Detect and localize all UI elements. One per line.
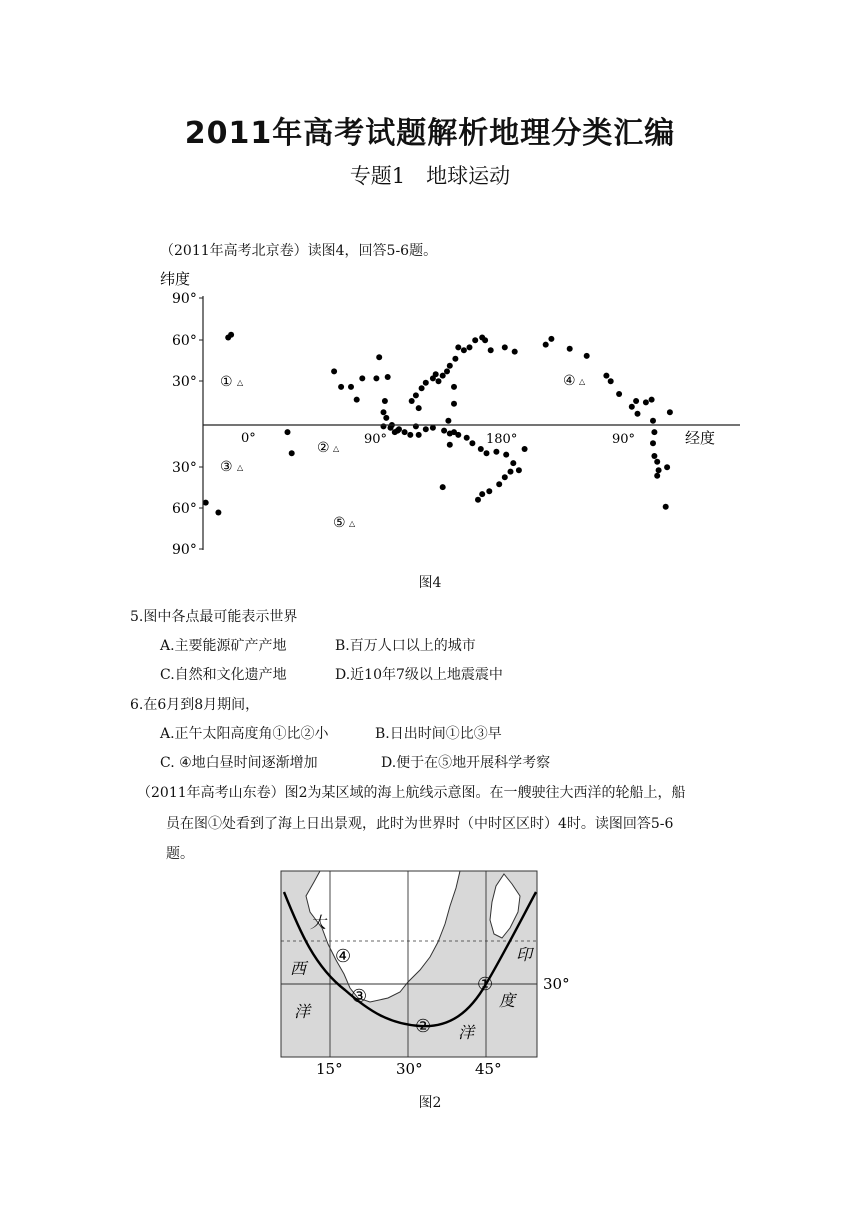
scatter-point (451, 401, 457, 407)
route-marker-3: ③ (351, 986, 368, 1007)
scatter-point (472, 337, 478, 343)
q2-intro-line2: 员在图①处看到了海上日出景观，此时为世界时（中时区区时）4时。读图回答5-6 (166, 816, 674, 832)
scatter-point (508, 469, 514, 475)
lon-label: 15° (316, 1060, 343, 1078)
scatter-point (433, 371, 439, 377)
scatter-point (654, 459, 660, 465)
scatter-point (430, 425, 436, 431)
q1-intro: （2011年高考北京卷）读图4，回答5-6题。 (160, 243, 438, 259)
q6-option-b: B.日出时间①比③早 (375, 726, 502, 742)
scatter-point (413, 392, 419, 398)
scatter-point (633, 398, 639, 404)
xtick-label: 90° (364, 432, 388, 447)
lon-label: 30° (396, 1060, 423, 1078)
triangle-icon: △ (237, 463, 244, 472)
scatter-point (567, 346, 573, 352)
scatter-point (464, 435, 470, 441)
ocean-label: 大 (310, 913, 327, 932)
scatter-point (488, 347, 494, 353)
figure4-caption: 图4 (418, 575, 442, 591)
scatter-point (503, 452, 509, 458)
scatter-point (651, 429, 657, 435)
scatter-point (382, 398, 388, 404)
scatter-point (407, 432, 413, 438)
scatter-point (455, 344, 461, 350)
scatter-point (440, 373, 446, 379)
lat-label: 30° (543, 975, 570, 993)
scatter-point (436, 378, 442, 384)
scatter-point (516, 467, 522, 473)
marker-2: ② (317, 440, 330, 456)
scatter-point (215, 510, 221, 516)
scatter-point (654, 473, 660, 479)
scatter-point (616, 391, 622, 397)
document-subtitle: 专题1 地球运动 (349, 164, 511, 188)
scatter-point (584, 353, 590, 359)
scatter-point (289, 450, 295, 456)
scatter-point (385, 374, 391, 380)
scatter-point (423, 426, 429, 432)
q2-intro-line3: 题。 (166, 846, 194, 862)
scatter-point (416, 405, 422, 411)
scatter-point (469, 440, 475, 446)
scatter-point (649, 397, 655, 403)
ocean-label: 度 (499, 991, 516, 1010)
scatter-point (478, 446, 484, 452)
q6-option-a: A.正午太阳高度角①比②小 (160, 726, 329, 742)
scatter-point (486, 488, 492, 494)
scatter-point (445, 418, 451, 424)
xtick-label: 180° (486, 432, 518, 447)
scatter-point (475, 497, 481, 503)
marker-5: ⑤ (333, 515, 346, 531)
scatter-point (512, 349, 518, 355)
scatter-point (452, 356, 458, 362)
scatter-point (643, 399, 649, 405)
scatter-point (650, 418, 656, 424)
q5-option-a: A.主要能源矿产产地 (160, 638, 287, 654)
triangle-icon: △ (237, 378, 244, 387)
scatter-point (383, 415, 389, 421)
ocean-label: 洋 (458, 1023, 475, 1042)
ytick-label: 30° (172, 374, 197, 390)
x-axis-label: 经度 (685, 429, 716, 447)
scatter-point (376, 354, 382, 360)
ytick-label: 30° (172, 460, 197, 476)
scatter-point (444, 368, 450, 374)
document-title: 2011年高考试题解析地理分类汇编 (184, 116, 676, 151)
scatter-point (467, 344, 473, 350)
scatter-point (608, 378, 614, 384)
scatter-point (496, 481, 502, 487)
scatter-point (419, 385, 425, 391)
scatter-point (413, 423, 419, 429)
scatter-point (663, 504, 669, 510)
q5-stem: 5.图中各点最可能表示世界 (130, 609, 298, 625)
ocean-label: 印 (516, 945, 533, 964)
triangle-icon: △ (333, 444, 340, 453)
route-marker-4: ④ (335, 946, 352, 967)
scatter-point (381, 423, 387, 429)
scatter-point (381, 409, 387, 415)
scatter-point (548, 336, 554, 342)
scatter-point (285, 429, 291, 435)
scatter-point (635, 411, 641, 417)
scatter-point (482, 337, 488, 343)
scatter-point (451, 429, 457, 435)
scatter-point (331, 368, 337, 374)
scatter-point (409, 398, 415, 404)
scatter-point (603, 373, 609, 379)
scatter-point (543, 342, 549, 348)
ocean-label: 洋 (294, 1002, 311, 1021)
ytick-label: 90° (172, 542, 197, 558)
scatter-point (338, 384, 344, 390)
scatter-point (451, 384, 457, 390)
scatter-point (650, 440, 656, 446)
marker-4: ④ (563, 373, 576, 389)
ytick-label: 90° (172, 291, 197, 307)
scatter-point (667, 409, 673, 415)
scatter-point (388, 425, 394, 431)
route-marker-1: ① (477, 974, 494, 995)
scatter-point (510, 460, 516, 466)
q6-stem: 6.在6月到8月期间， (130, 697, 260, 713)
q5-option-c: C.自然和文化遗产地 (160, 667, 287, 683)
ytick-label: 60° (172, 501, 197, 517)
q6-option-d: D.便于在⑤地开展科学考察 (381, 755, 551, 771)
scatter-point (664, 464, 670, 470)
scatter-point (440, 484, 446, 490)
scatter-point (461, 347, 467, 353)
scatter-point (396, 426, 402, 432)
scatter-point (225, 335, 231, 341)
scatter-point (479, 491, 485, 497)
scatter-point (402, 429, 408, 435)
scatter-point (373, 375, 379, 381)
scatter-point (629, 404, 635, 410)
q5-option-b: B.百万人口以上的城市 (335, 638, 476, 654)
scatter-points-layer (203, 332, 673, 516)
scatter-point (502, 344, 508, 350)
scatter-point (502, 474, 508, 480)
lon-label: 45° (475, 1060, 502, 1078)
scatter-point (447, 363, 453, 369)
q2-intro-line1: （2011年高考山东卷）图2为某区域的海上航线示意图。在一艘驶往大西洋的轮船上，船 (137, 785, 686, 801)
route-marker-2: ② (415, 1016, 432, 1037)
scatter-point (484, 450, 490, 456)
ytick-label: 60° (172, 333, 197, 349)
y-axis-label: 纬度 (160, 270, 191, 288)
scatter-point (423, 380, 429, 386)
figure2-caption: 图2 (418, 1095, 442, 1111)
xtick-label: 0° (241, 431, 256, 446)
ocean-label: 西 (290, 959, 307, 978)
scatter-point (416, 432, 422, 438)
figure4-chart (150, 262, 750, 562)
q5-option-d: D.近10年7级以上地震震中 (335, 667, 503, 683)
marker-1: ① (220, 374, 233, 390)
scatter-point (493, 449, 499, 455)
marker-3: ③ (220, 459, 233, 475)
xtick-label: 90° (612, 432, 636, 447)
figure2-map (270, 862, 590, 1082)
scatter-point (359, 375, 365, 381)
triangle-icon: △ (579, 377, 586, 386)
q6-option-c: C. ④地白昼时间逐渐增加 (160, 755, 318, 771)
triangle-icon: △ (349, 519, 356, 528)
scatter-point (522, 446, 528, 452)
scatter-point (354, 397, 360, 403)
scatter-point (441, 428, 447, 434)
scatter-point (656, 467, 662, 473)
scatter-point (447, 442, 453, 448)
scatter-point (348, 384, 354, 390)
scatter-point (651, 453, 657, 459)
